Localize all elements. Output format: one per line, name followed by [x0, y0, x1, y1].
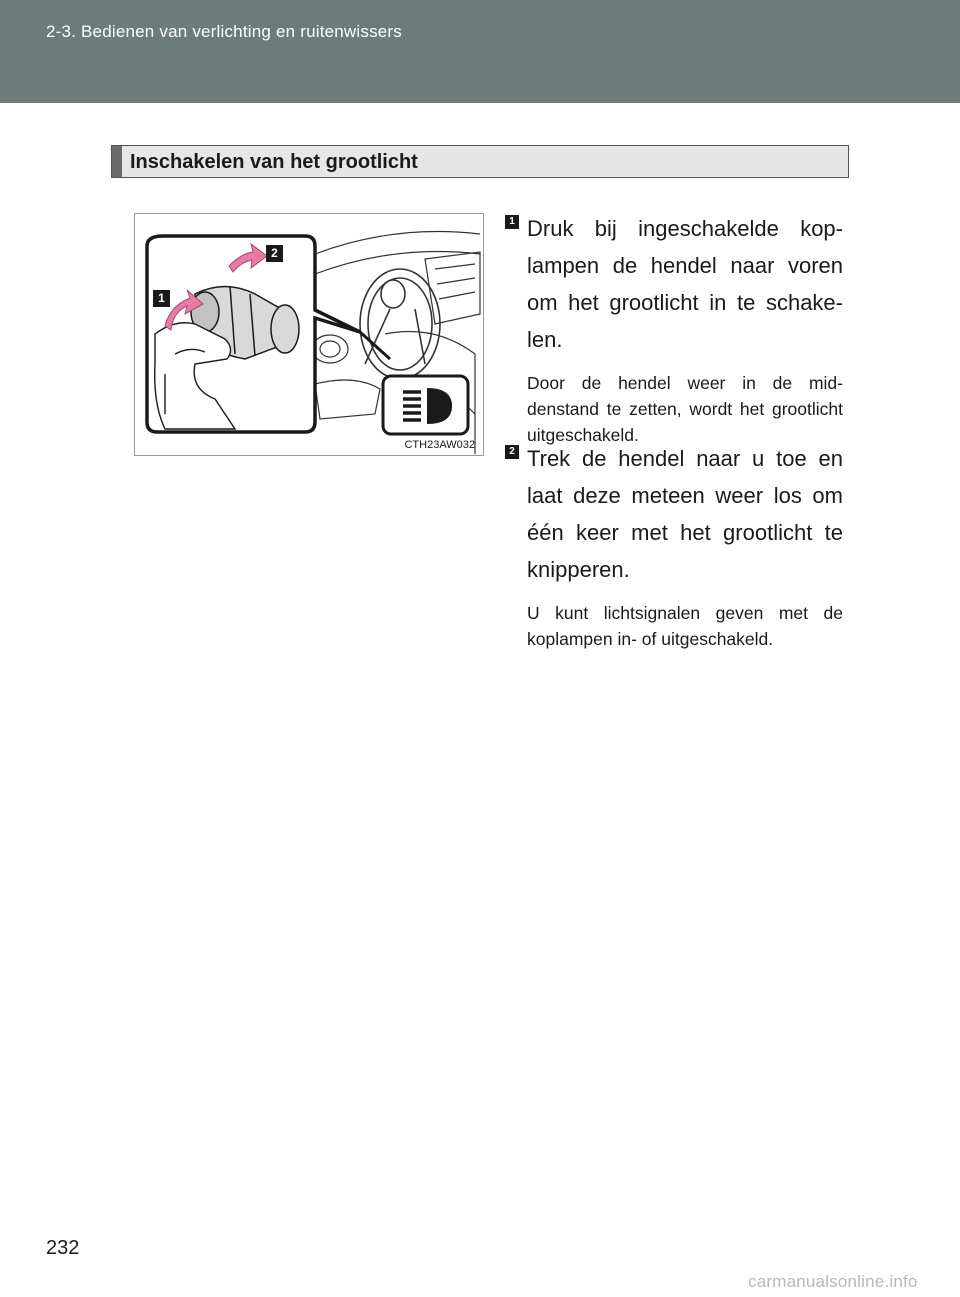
section-title: Inschakelen van het grootlicht: [130, 151, 418, 173]
step-1: [505, 210, 843, 448]
step-1-text: Druk bij ingeschakelde kop-lampen de hendel naar voren om het grootlicht in te schake-len.: [527, 216, 843, 352]
step-badge-2: 2: [505, 445, 519, 459]
chapter-header: [0, 0, 960, 103]
lever-illustration: [134, 213, 484, 456]
callout-badge-1: 1: [153, 290, 170, 307]
step-1-note: Door de hendel weer in de mid-denstand te zetten, wordt het grootlicht uitgeschakeld.: [527, 373, 843, 445]
figure-code: CTH23AW032: [404, 439, 475, 451]
site-watermark: carmanualsonline.info: [748, 1272, 918, 1291]
chapter-title: 2-3. Bedienen van verlichting en ruitenwissers: [46, 22, 402, 41]
step-badge-1: 1: [505, 215, 519, 229]
page-number: 232: [46, 1237, 80, 1259]
high-beam-icon: [397, 384, 457, 424]
section-heading-bar: [111, 145, 849, 178]
step-2: [505, 440, 843, 652]
step-2-note: U kunt lichtsignalen geven met de koplampen in- of uitgeschakeld.: [527, 603, 843, 649]
callout-badge-2: 2: [266, 245, 283, 262]
step-2-text: Trek de hendel naar u toe en laat deze meteen weer los om één keer met het grootlicht te knipperen.: [527, 446, 843, 582]
section-bar-accent: [112, 146, 122, 177]
